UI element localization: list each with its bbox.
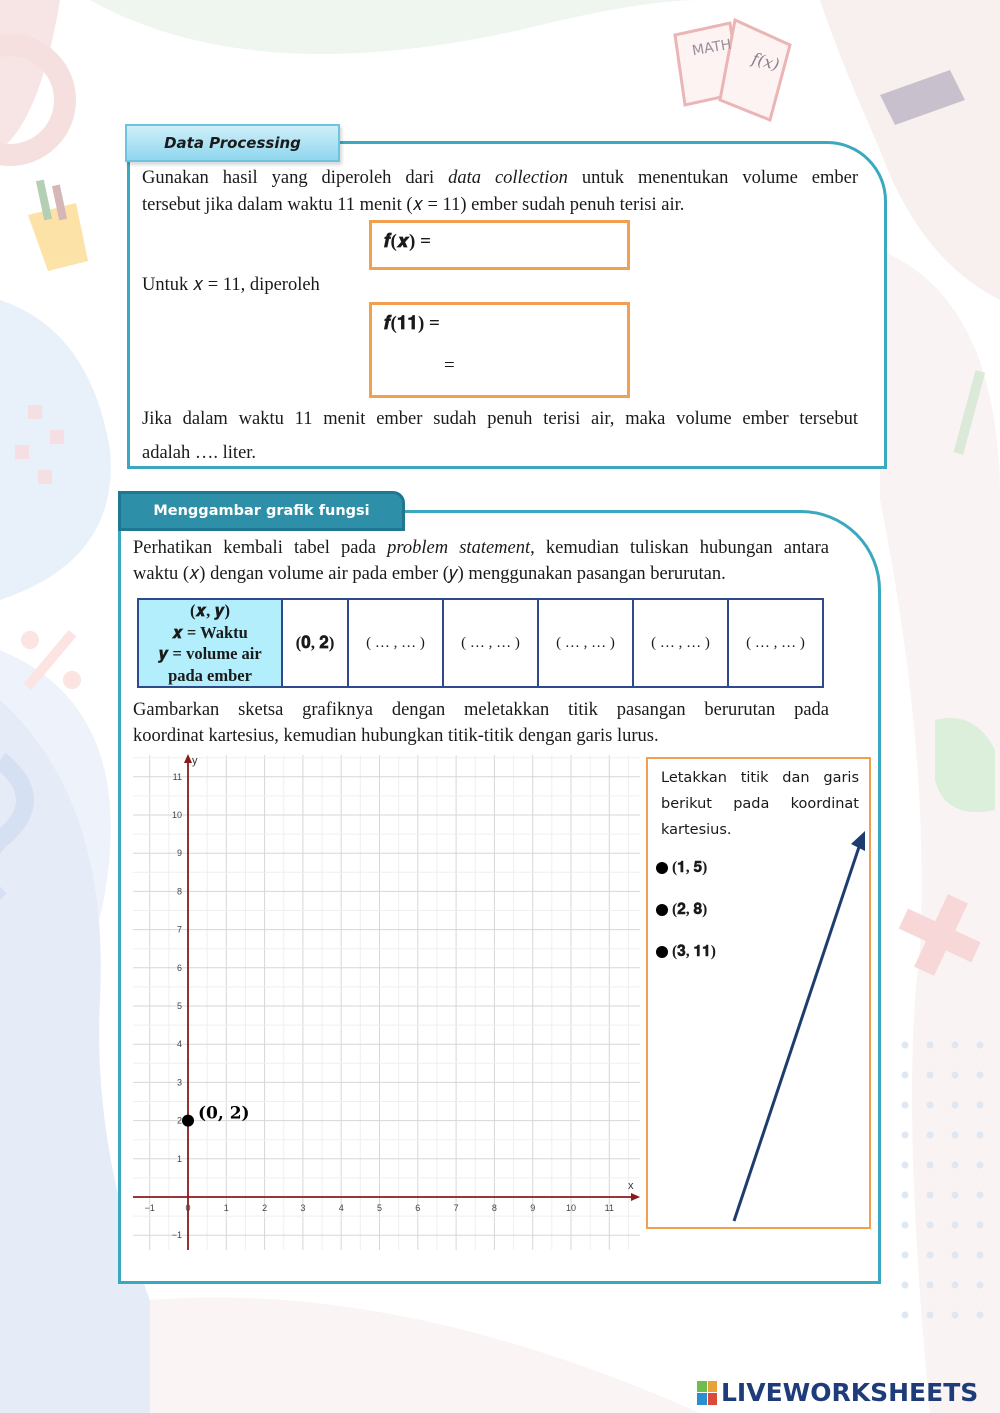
legend-point[interactable] <box>656 943 716 961</box>
pair-cell-blank[interactable]: ( … , … ) <box>443 599 538 687</box>
header-line: 𝒙 = Waktu <box>172 622 248 642</box>
bullet-dot-icon <box>656 904 668 916</box>
instruction-line2: tersebut jika dalam waktu 11 menit (𝑥 = 11) ember sudah penuh terisi air. <box>142 195 685 215</box>
y-tick-label: 1 <box>176 1153 182 1164</box>
y-axis-label: y <box>192 755 198 767</box>
data-point-label: (𝟎, 𝟐) <box>198 1103 250 1124</box>
y-tick-label: 8 <box>176 886 182 897</box>
x-tick-label: 3 <box>300 1203 306 1213</box>
untuk-text: Untuk 𝑥 = 11, diperoleh <box>142 275 320 295</box>
instruction-part-b: untuk menentukan volume ember <box>567 168 858 188</box>
data-processing-instruction <box>142 165 858 219</box>
header-line: (𝒙, 𝒚) <box>190 601 230 620</box>
pair-cell-blank[interactable]: ( … , … ) <box>348 599 443 687</box>
instruction-part-a: Gunakan hasil yang diperoleh dari <box>142 168 449 188</box>
y-tick-label: 4 <box>176 1039 182 1050</box>
table-header-cell <box>138 599 282 687</box>
data-point <box>182 1115 194 1127</box>
bullet-dot-icon <box>656 862 668 874</box>
header-line: pada ember <box>168 665 252 685</box>
legend-point-label: (𝟐, 𝟖) <box>672 901 708 918</box>
x-tick-label: 4 <box>338 1203 344 1213</box>
legend-point-label: (𝟏, 𝟓) <box>672 859 708 876</box>
bullet-dot-icon <box>656 946 668 958</box>
graph-instruction <box>133 535 829 587</box>
ordered-pairs-table <box>137 598 824 688</box>
x-tick-label: 8 <box>491 1203 497 1213</box>
y-tick-label: 9 <box>176 848 182 859</box>
x-tick-label: 7 <box>453 1203 459 1213</box>
pair-cell-blank[interactable]: ( … , … ) <box>633 599 728 687</box>
y-tick-label: 2 <box>176 1115 182 1126</box>
graph-tab: Menggambar grafik fungsi <box>118 491 405 531</box>
conclusion-text <box>142 402 858 470</box>
y-tick-label: 5 <box>176 1001 182 1011</box>
x-tick-label: 5 <box>376 1203 383 1213</box>
f11-label: 𝒇(𝟏𝟏) = <box>384 313 440 334</box>
sketch-line1: Gambarkan sketsa grafiknya dengan meletakkan titik pasangan berurutan pada <box>133 700 829 720</box>
y-tick-label: 11 <box>172 771 182 782</box>
legend-point[interactable] <box>656 901 707 919</box>
table-row <box>138 599 823 687</box>
legend-point[interactable] <box>656 859 707 877</box>
liveworksheets-logo-icon <box>697 1381 717 1405</box>
instruction-emphasis: data collection <box>448 168 568 188</box>
liveworksheets-logo <box>697 1378 978 1407</box>
y-tick-label: 10 <box>171 810 182 820</box>
y-tick-label: −1 <box>171 1230 182 1241</box>
x-tick-label: −1 <box>144 1203 155 1213</box>
formula-answer-box[interactable] <box>369 220 630 270</box>
x-tick-label: 9 <box>530 1203 536 1213</box>
fx-label: f(x) <box>750 48 782 75</box>
x-tick-label: 2 <box>262 1203 268 1213</box>
y-tick-label: 7 <box>176 924 182 935</box>
legend-point-label: (𝟑, 𝟏𝟏) <box>672 943 716 960</box>
x-tick-label: 1 <box>223 1203 229 1213</box>
point-legend-box <box>646 757 871 1229</box>
x-tick-label: 10 <box>565 1203 577 1213</box>
graph-instruction-emphasis: problem statement <box>387 538 531 558</box>
header-line: 𝒚 = volume air <box>158 644 262 663</box>
graph-instruction-a: Perhatikan kembali tabel pada <box>133 538 388 558</box>
x-axis-arrow-icon <box>631 1193 640 1201</box>
conclusion-line2: adalah …. liter. <box>142 443 257 463</box>
pair-cell-blank[interactable]: ( … , … ) <box>538 599 633 687</box>
formula-label: 𝒇(𝒙) = <box>384 231 431 252</box>
graph-instruction-line2: waktu (𝑥) dengan volume air pada ember (𝑦) menggunakan pasangan berurutan. <box>133 564 726 584</box>
cartesian-plane[interactable] <box>128 750 646 1255</box>
graph-instruction-b: , kemudian tuliskan hubungan antara <box>530 538 829 558</box>
pair-cell-given: (𝟎, 𝟐) <box>282 599 348 687</box>
x-tick-label: 0 <box>185 1203 191 1213</box>
sketch-line2: koordinat kartesius, kemudian hubungkan titik-titik dengan garis lurus. <box>133 726 659 746</box>
pair-cell-blank[interactable]: ( … , … ) <box>728 599 823 687</box>
line-drag-arrow-icon[interactable] <box>718 829 868 1229</box>
y-axis-arrow-icon <box>184 754 192 763</box>
math-book-label: MATH <box>690 36 733 60</box>
sketch-instruction <box>133 697 829 749</box>
f11-answer-box[interactable] <box>369 302 630 398</box>
y-tick-label: 3 <box>176 1077 182 1088</box>
conclusion-line1: Jika dalam waktu 11 menit ember sudah penuh terisi air, maka volume ember tersebut <box>142 409 858 429</box>
f11-equals: = <box>444 355 455 376</box>
x-tick-label: 6 <box>415 1203 421 1213</box>
data-processing-tab: Data Processing <box>125 124 340 162</box>
legend-instruction: Letakkan titik dan garis berikut pada koordinat kartesius. <box>661 770 859 838</box>
y-tick-label: 6 <box>176 962 182 973</box>
brand-text: LIVEWORKSHEETS <box>721 1378 979 1407</box>
x-axis-label: x <box>628 1180 634 1192</box>
x-tick-label: 11 <box>604 1203 614 1213</box>
